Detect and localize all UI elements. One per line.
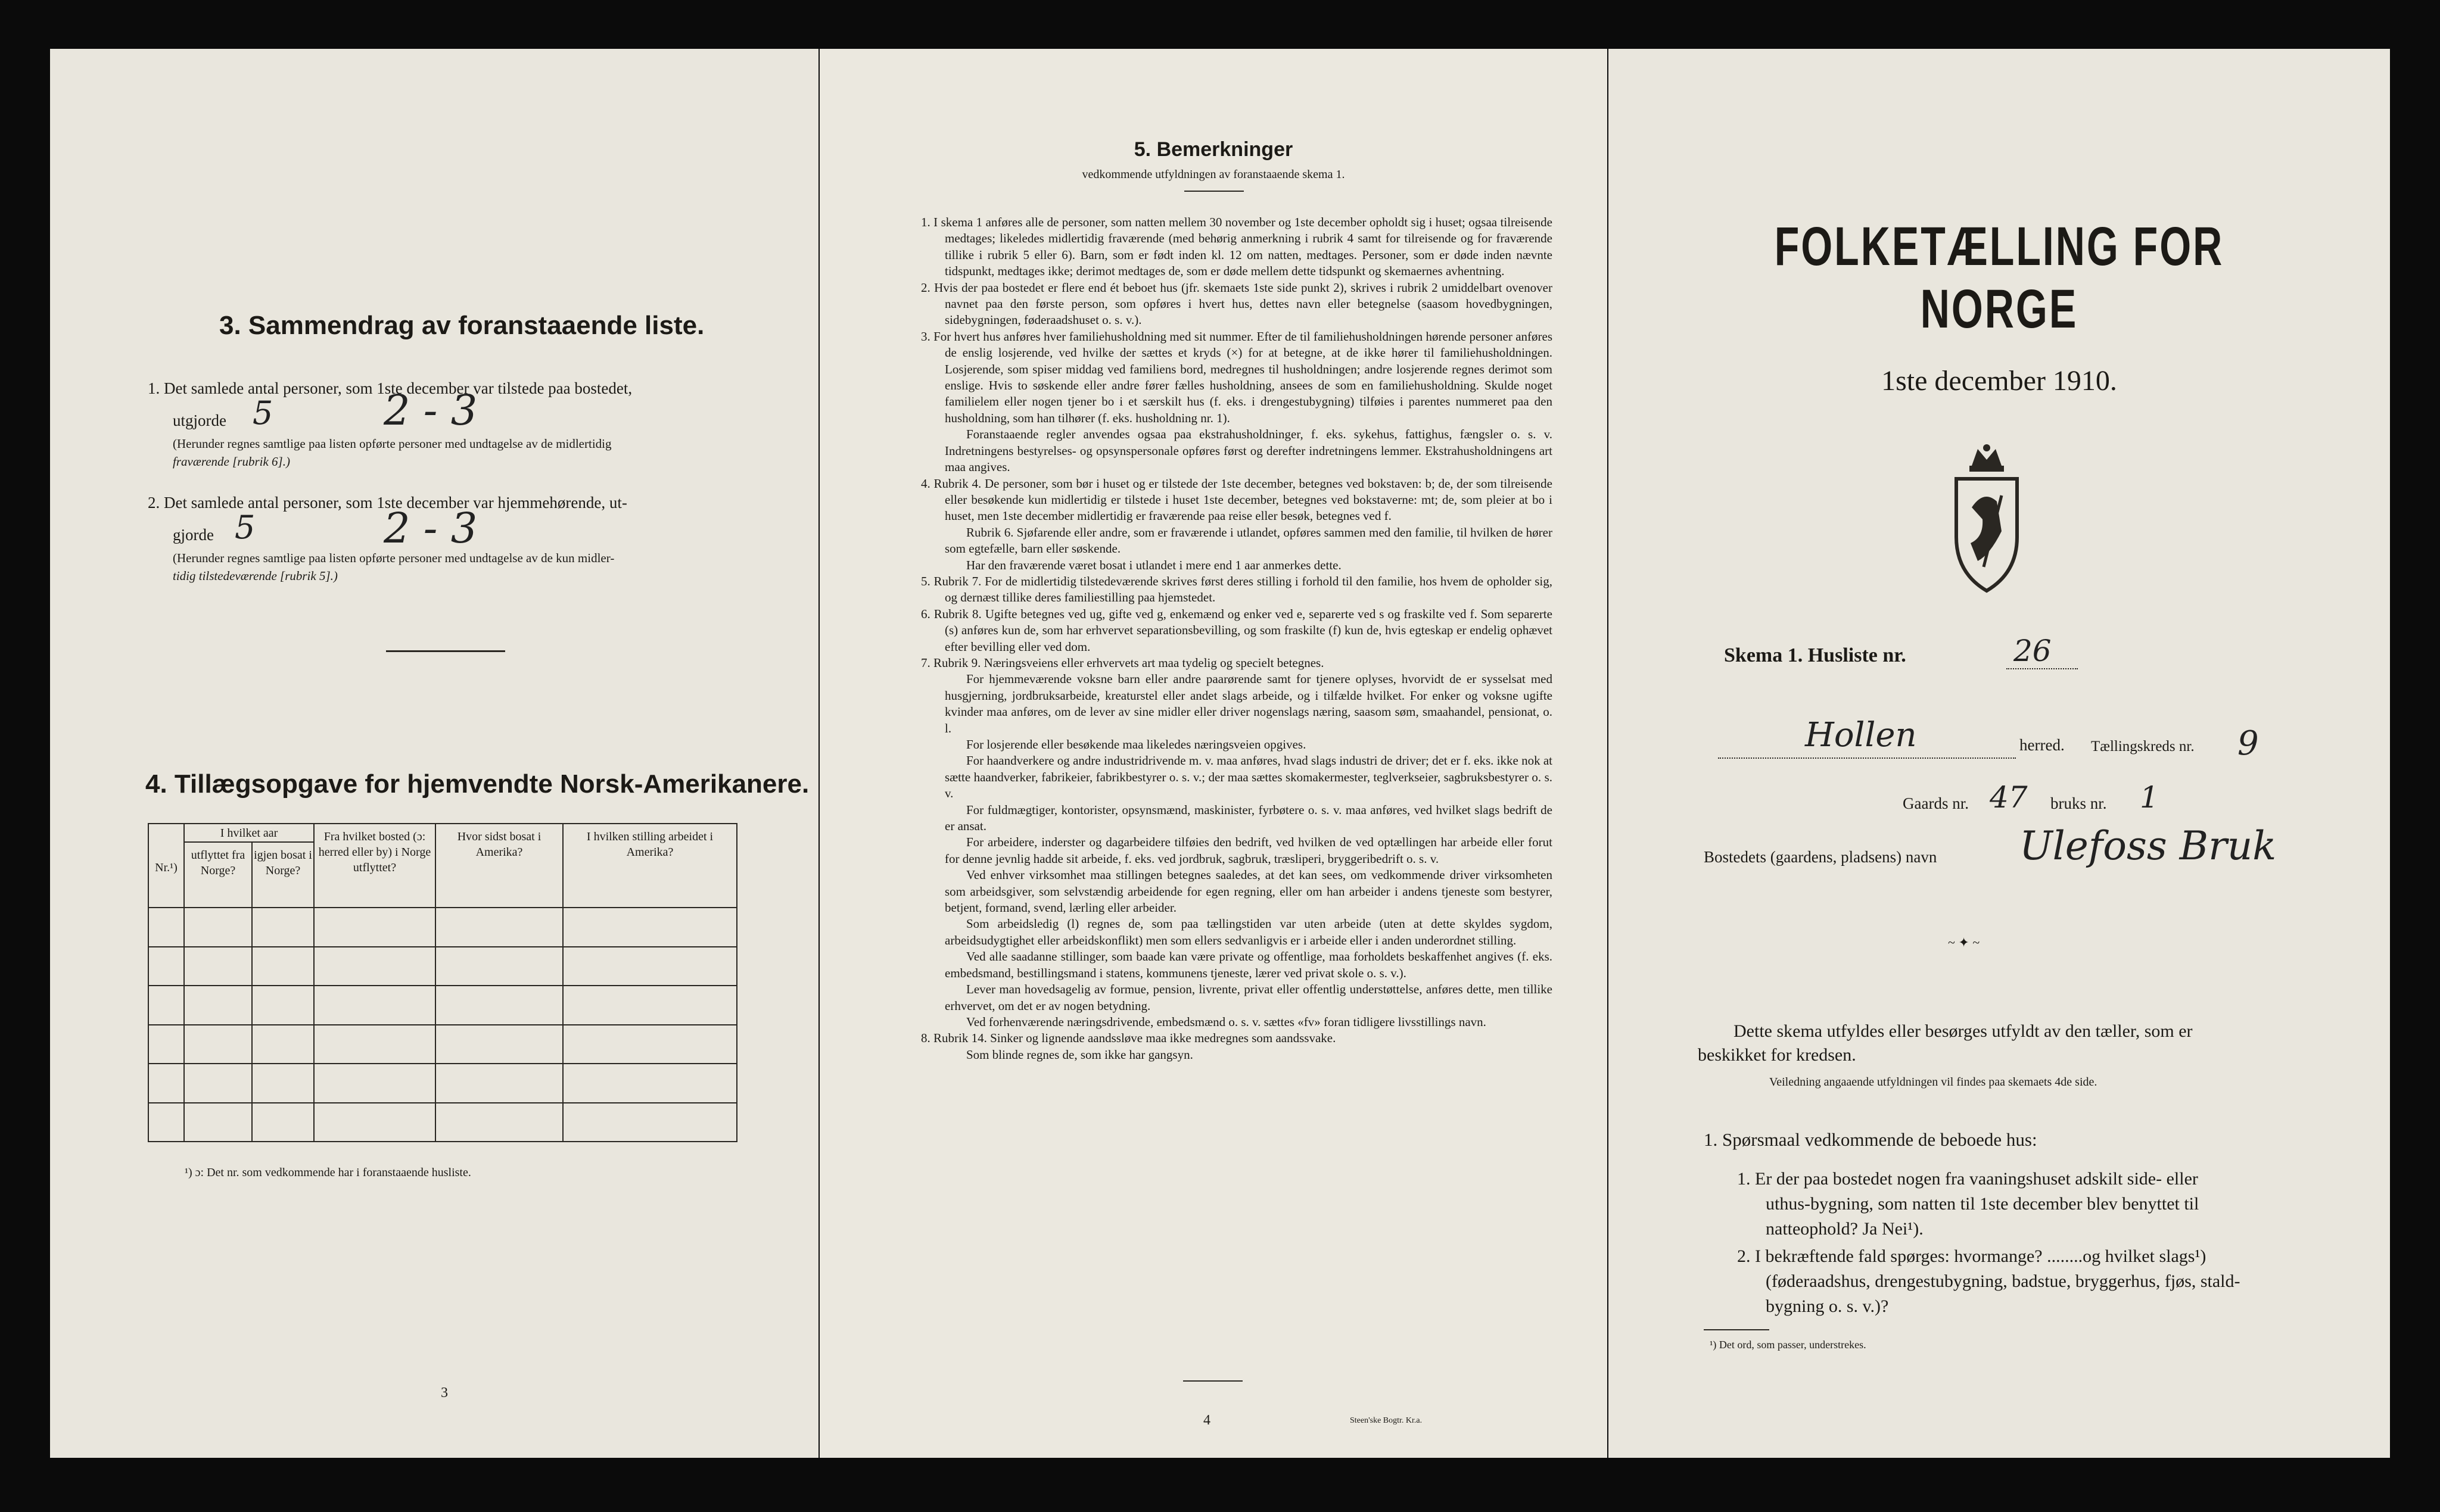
list-item: For fuldmægtiger, kontorister, opsynsmænd, maskinister, fyrbøtere o. s. v. maa anføres, ved hvilket slags bedrift de er ansat. <box>945 802 1552 834</box>
list-item: Rubrik 6. Sjøfarende eller andre, som er fraværende i utlandet, opføres sammen med den familie, til hvilken de hører som egtefælle, barn eller søskende. <box>945 525 1552 556</box>
list-item: 6. Rubrik 8. Ugifte betegnes ved ug, gifte ved g, enkemænd og enker ved e, separerte ved s og fraskilte ved f. Som separerte (s) anføres kun de, som har erhvervet separationsbevilling, og som fraskilte (f) kun de, hvis egteskap er endelig ophævet efter bevilling eller ved dom. <box>921 606 1552 654</box>
list-item: 8. Rubrik 14. Sinker og lignende aandssløve maa ikke medregnes som aandssvake. <box>921 1031 1336 1046</box>
table-row <box>148 908 737 947</box>
printer-imprint: Steen'ske Bogtr. Kr.a. <box>1350 1416 1423 1425</box>
section-divider <box>386 650 505 652</box>
end-divider <box>1183 1380 1243 1382</box>
col-sidst-bosat: Hvor sidst bosat i Amerika? <box>435 824 563 908</box>
q1-line3: natteophold? Ja Nei¹). <box>1766 1219 1924 1239</box>
col-utflyttet: utflyttet fra Norge? <box>184 842 252 908</box>
census-date: 1ste december 1910. <box>1881 365 2117 397</box>
s3-item2-annotation: 2 - 3 <box>384 504 478 553</box>
list-item: For arbeidere, inderster og dagarbeidere tilføies den bedrift, ved hvilken de ved optællingen har arbeide eller forut for denne jevnlig hadde sit arbeide, f. eks. ved jordbruk, sagbruk, træsliperi, bryggeribedrift o. s. v. <box>945 835 1552 866</box>
s3-item1-note2: fraværende [rubrik 6].) <box>173 454 290 469</box>
list-item: 3. For hvert hus anføres hver familiehusholdning med sit nummer. Efter de til familiehusholdningen hørende personer anføres de enslig losjerende, ved hvilke der sættes et kryds (×) for at betegne, at de ikke hører til familiehusholdningen. Losjerende, som spiser middag ved familiens bord, medregnes til husholdningen; andre losjerende regnes derimot som enslige. Hvis to søskende eller andre fører fælles husholdning, ansees de som en familiehusholdning. Skulde noget familielem eller nogen tjener bo i et særskilt hus (f. eks. i drengestubygning) tilføies i parentes nummeret paa den husholdning, som han tilhører (f. eks. husholdning nr. 1). <box>921 329 1552 425</box>
tellingskreds-label: Tællingskreds nr. <box>2091 738 2195 755</box>
list-item: For haandverkere og andre industridrivende m. v. maa anføres, hvad slags industri de driver; det er f. eks. ikke nok at sætte haandverker, fabrikeier, fabrikbestyrer o. s. v.; der maa sættes skomakermester, teglverkseier, sagbruksbestyrer o. s. v. <box>945 753 1552 801</box>
col-group-aar: I hvilket aar <box>184 824 314 842</box>
herred-value: Hollen <box>1805 716 1917 755</box>
list-item: Foranstaaende regler anvendes ogsaa paa ekstrahusholdninger, f. eks. sykehus, fattighus, fængsler o. s. v. Indretningens bestyrelses- og opsynspersonale opføres først og derefter indretningens lemmer. Ekstrahusholdningens art maa angives. <box>945 427 1552 475</box>
bemerkninger-title: 5. Bemerkninger <box>1134 138 1293 161</box>
list-item: Ved forhenværende næringsdrivende, embedsmænd o. s. v. sættes «fv» foran tidligere livsstillings navn. <box>966 1014 1486 1029</box>
bruks-label: bruks nr. <box>2050 794 2107 812</box>
intro-note: Veiledning angaaende utfyldningen vil findes paa skemaets 4de side. <box>1769 1075 2097 1089</box>
q2-line3: bygning o. s. v.)? <box>1766 1296 1889 1316</box>
col-bosted: Fra hvilket bosted (ɔ: herred eller by) i Norge utflyttet? <box>314 824 435 908</box>
herred-label: herred. <box>2019 736 2065 754</box>
list-item: Som arbeidsledig (l) regnes de, som paa tællingstiden var uten arbeide (uten at dette skyldes sygdom, arbeidsudygtighet eller arbeidskonflikt) men som ellers sedvanligvis er i arbeide eller i anden underordnet stilling. <box>945 916 1552 947</box>
page-number: 3 <box>441 1385 448 1401</box>
norsk-amerikaner-table <box>148 823 737 1142</box>
census-title: FOLKETÆLLING FOR NORGE <box>1774 216 2224 339</box>
s3-item2-note1: (Herunder regnes samtlige paa listen opførte personer med undtagelse av de kun midler- <box>173 551 615 565</box>
bemerkninger-subtitle: vedkommende utfyldningen av foranstaaende skema 1. <box>1082 168 1345 181</box>
ornament-divider: ~ ✦ ~ <box>1948 935 1980 950</box>
s3-item1-annotation: 2 - 3 <box>384 386 478 435</box>
table-row <box>148 1064 737 1103</box>
table-row <box>148 1103 737 1142</box>
section-4-title: 4. Tillægsopgave for hjemvendte Norsk-Amerikanere. <box>145 769 810 799</box>
s3-item1-note1: (Herunder regnes samtlige paa listen opførte personer med undtagelse av de midlertidig <box>173 437 612 451</box>
list-item: Som blinde regnes de, som ikke har gangsyn. <box>966 1047 1193 1062</box>
table-row <box>148 986 737 1025</box>
s3-item1-value: 5 <box>253 394 273 432</box>
q1-line1: 1. Er der paa bostedet nogen fra vaaningshuset adskilt side- eller <box>1737 1169 2198 1189</box>
q1-line2: uthus-bygning, som natten til 1ste december blev benyttet til <box>1766 1194 2199 1214</box>
bruks-value: 1 <box>2140 780 2159 815</box>
s3-item2-note2: tidig tilstedeværende [rubrik 5].) <box>173 569 338 583</box>
page1-footnote: ¹) Det ord, som passer, understrekes. <box>1710 1339 1866 1351</box>
s3-item2-prefix: gjorde <box>173 526 214 544</box>
intro-line2: beskikket for kredsen. <box>1698 1045 1856 1065</box>
col-igjen-bosat: igjen bosat i Norge? <box>252 842 314 908</box>
gaards-label: Gaards nr. <box>1903 794 1969 812</box>
page-4 <box>820 49 1607 1458</box>
herred-line <box>1718 757 2016 759</box>
norwegian-coat-of-arms-icon <box>1948 442 2025 597</box>
table-footnote: ¹) ɔ: Det nr. som vedkommende har i foranstaaende husliste. <box>185 1166 471 1179</box>
list-item: 5. Rubrik 7. For de midlertidig tilstedeværende skrives først deres stilling i forhold til den familie, hos hvem de opholder sig, og dernæst tillike deres familiestilling paa hjemstedet. <box>921 573 1552 605</box>
list-item: For losjerende eller besøkende maa likeledes næringsveien opgives. <box>966 737 1306 752</box>
husliste-line <box>2006 668 2078 669</box>
questions-heading: 1. Spørsmaal vedkommende de beboede hus: <box>1704 1129 2037 1150</box>
list-item: Har den fraværende været bosat i utlandet i mere end 1 aar anmerkes dette. <box>966 557 1342 572</box>
q2-line1: 2. I bekræftende fald spørges: hvormange? ........og hvilket slags¹) <box>1737 1246 2206 1266</box>
col-nr: Nr.¹) <box>148 824 184 908</box>
list-item: Lever man hovedsagelig av formue, pension, livrente, privat eller offentlig understøttelse, anføres dette, men tillike erhvervet, om det er av nogen betydning. <box>945 982 1552 1013</box>
title-divider <box>1184 191 1244 192</box>
list-item: Ved enhver virksomhet maa stillingen betegnes saaledes, at det kan sees, om vedkommende driver virksomheten som arbeidsgiver, som selvstændig arbeidende for egen regning, eller om han arbeider i andens tjeneste som bestyrer, betjent, formand, svend, lærling eller arbeider. <box>945 868 1552 915</box>
skema-label: Skema 1. Husliste nr. <box>1724 644 1906 666</box>
q2-line2: (føderaadshus, drengestubygning, badstue, bryggerhus, fjøs, stald- <box>1766 1271 2240 1291</box>
list-item: 4. Rubrik 4. De personer, som bør i huset og er tilstede der 1ste december, betegnes ved bokstaven: b; de, der som tilreisende eller besøkende kun midlertidig er tilstede i huset 1ste december, betegnes ved bokstaverne: mt; de, som pleier at bo i huset, men 1ste december midlertidig er fraværende paa reise eller besøk, betegnes ved f. <box>921 476 1552 523</box>
list-item: 7. Rubrik 9. Næringsveiens eller erhvervets art maa tydelig og specielt betegnes. <box>921 655 1324 670</box>
s3-item1-line1: 1. Det samlede antal personer, som 1ste december var tilstede paa bostedet, <box>148 379 633 397</box>
bemerkninger-list <box>921 214 1552 1063</box>
tellingskreds-value: 9 <box>2237 724 2259 763</box>
s3-item2-value: 5 <box>235 509 256 546</box>
husliste-nr-value: 26 <box>2013 634 2052 668</box>
footnote-divider <box>1704 1329 1769 1330</box>
s3-item2-line1: 2. Det samlede antal personer, som 1ste december var hjemmehørende, ut- <box>148 494 627 512</box>
section-3-title: 3. Sammendrag av foranstaaende liste. <box>219 311 705 340</box>
bosted-label: Bostedets (gaardens, pladsens) navn <box>1704 848 1937 866</box>
page-number: 4 <box>1203 1413 1210 1428</box>
page-3 <box>50 49 818 1458</box>
table-row <box>148 1025 737 1064</box>
page-1 <box>1608 49 2390 1458</box>
bosted-value: Ulefoss Bruk <box>2019 823 2277 869</box>
gaards-value: 47 <box>1990 780 2028 815</box>
col-stilling: I hvilken stilling arbeidet i Amerika? <box>563 824 737 908</box>
s3-item1-prefix: utgjorde <box>173 411 226 429</box>
list-item: Ved alle saadanne stillinger, som baade kan være private og offentlige, maa forholdets beskaffenhet angives (f. eks. embedsmand, bestillingsmand i statens, kommunens tjeneste, lærer ved privat skole o. s. v.). <box>945 949 1552 980</box>
table-row <box>148 947 737 986</box>
intro-line1: Dette skema utfyldes eller besørges utfyldt av den tæller, som er <box>1733 1021 2193 1041</box>
list-item: 1. I skema 1 anføres alle de personer, som natten mellem 30 november og 1ste december opholdt sig i huset; ogsaa tilreisende medtages; likeledes midlertidig fraværende (med behørig anmerkning i rubrik 4 samt for tilreisende og for fraværende tillike i rubrik 5 eller 6). Barn, som er født inden kl. 12 om natten, medtages. Personer, som er døde inden nævnte tidspunkt, medtages ikke; derimot medtages de, som er døde mellem dette tidspunkt og skemaernes avhentning. <box>921 215 1552 279</box>
list-item: For hjemmeværende voksne barn eller andre paarørende samt for tjenere oplyses, hvorvidt de er sysselsat med husgjerning, jordbruksarbeide, kreaturstel eller andet slags arbeide, og i tilfælde hvilket. For enker og voksne ugifte kvinder maa anføres, om de lever av sine midler eller driver nogenslags næring, saasom søm, smaahandel, pensionat, o. l. <box>945 672 1552 735</box>
list-item: 2. Hvis der paa bostedet er flere end ét beboet hus (jfr. skemaets 1ste side punkt 2), skrives i rubrik 2 umiddelbart ovenover navnet paa den første person, som opføres i hvert hus, dettes navn eller betegnelse (saasom hovedbygningen, sidebygningen, føderaadshuset o. s. v.). <box>921 280 1552 328</box>
